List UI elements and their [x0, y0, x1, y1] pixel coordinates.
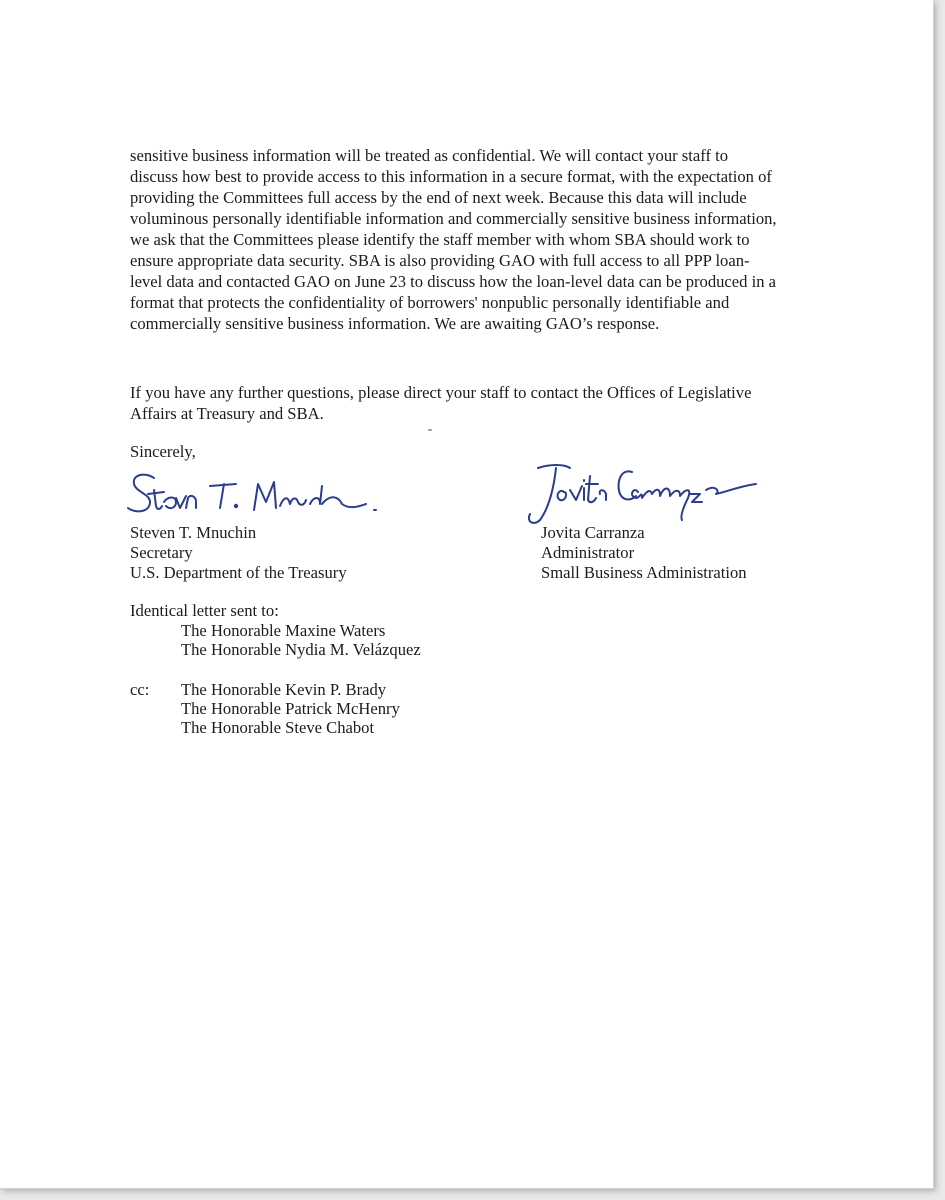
signatory-right-title: Administrator [541, 543, 635, 562]
paragraph-2-line-2: Affairs at Treasury and SBA. [130, 404, 324, 423]
cc-recipient: The Honorable Kevin P. Brady [181, 680, 387, 699]
identical-recipient: The Honorable Maxine Waters [181, 621, 386, 640]
signatory-left-title: Secretary [130, 543, 193, 562]
signature-mnuchin [124, 466, 384, 526]
paragraph-1-line-6: ensure appropriate data security. SBA is also providing GAO with full access to all PPP loan- [130, 251, 750, 270]
closing: Sincerely, [130, 442, 196, 461]
paragraph-1-line-4: voluminous personally identifiable information and commercially sensitive business information, [130, 209, 777, 228]
signatory-right-name: Jovita Carranza [541, 523, 645, 542]
paragraph-1-line-2: discuss how best to provide access to this information in a secure format, with the expectation of [130, 167, 772, 186]
identical-recipient: The Honorable Nydia M. Velázquez [181, 640, 421, 659]
paragraph-1-line-8: format that protects the confidentiality of borrowers' nonpublic personally identifiable and [130, 293, 730, 312]
signatory-left-organization: U.S. Department of the Treasury [130, 563, 347, 582]
stray-mark [428, 429, 432, 431]
cc-recipient: The Honorable Patrick McHenry [181, 699, 400, 718]
identical-letter-label: Identical letter sent to: [130, 601, 279, 620]
paragraph-2-line-1: If you have any further questions, please direct your staff to contact the Offices of Legislative [130, 383, 752, 402]
signatory-right-organization: Small Business Administration [541, 563, 747, 582]
paragraph-1-line-1: sensitive business information will be treated as confidential. We will contact your staff to [130, 146, 729, 165]
cc-recipient: The Honorable Steve Chabot [181, 718, 375, 737]
paragraph-1-line-7: level data and contacted GAO on June 23 to discuss how the loan-level data can be produced in a [130, 272, 777, 291]
signatory-left-name: Steven T. Mnuchin [130, 523, 257, 542]
paragraph-1-line-3: providing the Committees full access by the end of next week. Because this data will include [130, 188, 747, 207]
cc-label: cc: [130, 680, 150, 699]
paragraph-1-line-5: we ask that the Committees please identify the staff member with whom SBA should work to [130, 230, 750, 249]
paragraph-1-line-9: commercially sensitive business information. We are awaiting GAO’s response. [130, 314, 660, 333]
signature-carranza [520, 462, 760, 528]
